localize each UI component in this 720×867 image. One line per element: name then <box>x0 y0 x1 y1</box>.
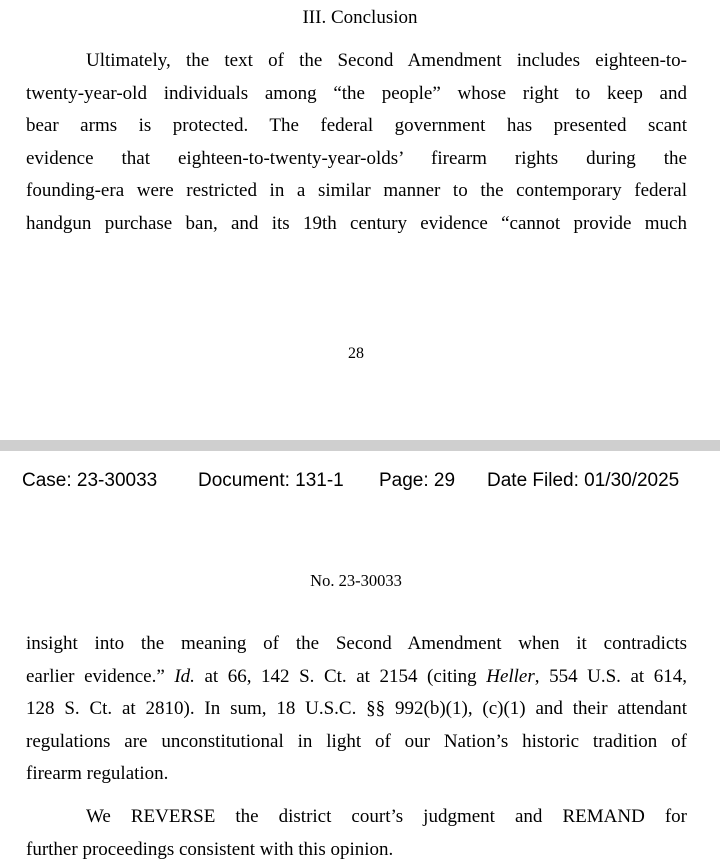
section-heading: III. Conclusion <box>302 7 418 28</box>
paragraph-line: twenty-year-old individuals among “the people” whose right to keep and <box>26 82 687 104</box>
case-number: Case: 23-30033 <box>22 470 158 491</box>
page-29 <box>0 451 720 867</box>
paragraph-line: evidence that eighteen-to-twenty-year-olds’ firearm rights during the <box>26 147 687 169</box>
citation-id: Id. <box>174 665 195 687</box>
paragraph-line: bear arms is protected. The federal government has presented scant <box>26 115 687 137</box>
page-separator <box>0 440 720 451</box>
text-run: at 66, 142 S. Ct. at 2154 (citing <box>194 665 487 687</box>
paragraph-line: insight into the meaning of the Second Amendment when it contradicts <box>26 633 687 654</box>
page-label: Page: 29 <box>379 470 456 491</box>
paragraph-line: handgun purchase ban, and its 19th century evidence “cannot provide much <box>26 212 687 234</box>
paragraph-line <box>26 661 687 694</box>
date-filed: Date Filed: 01/30/2025 <box>487 470 680 491</box>
paragraph-line: further proceedings consistent with this opinion. <box>26 838 394 860</box>
text-run: earlier evidence.” <box>26 665 175 687</box>
conclusion-paragraph <box>26 45 687 241</box>
page-number: 28 <box>348 345 364 362</box>
paragraph-line: founding-era were restricted in a similar manner to the contemporary federal <box>26 180 687 202</box>
paragraph-line: Ultimately, the text of the Second Amendment includes eighteen-to- <box>86 50 687 71</box>
case-header <box>22 469 702 493</box>
paragraph-line: regulations are unconstitutional in light of our Nation’s historic tradition of <box>26 730 687 752</box>
paragraph-line: firearm regulation. <box>26 763 169 785</box>
citation-case-name: Heller <box>486 665 535 687</box>
disposition-paragraph <box>26 801 687 866</box>
paragraph-line: 128 S. Ct. at 2810). In sum, 18 U.S.C. §§ 992(b)(1), (c)(1) and their attendant <box>26 698 687 720</box>
text-run: , 554 U.S. at 614, <box>534 665 687 687</box>
paragraph-line: We REVERSE the district court’s judgment and REMAND for <box>86 806 687 827</box>
continuation-paragraph <box>26 628 687 791</box>
docket-number: No. 23-30033 <box>310 571 402 590</box>
document-number: Document: 131-1 <box>198 470 344 491</box>
